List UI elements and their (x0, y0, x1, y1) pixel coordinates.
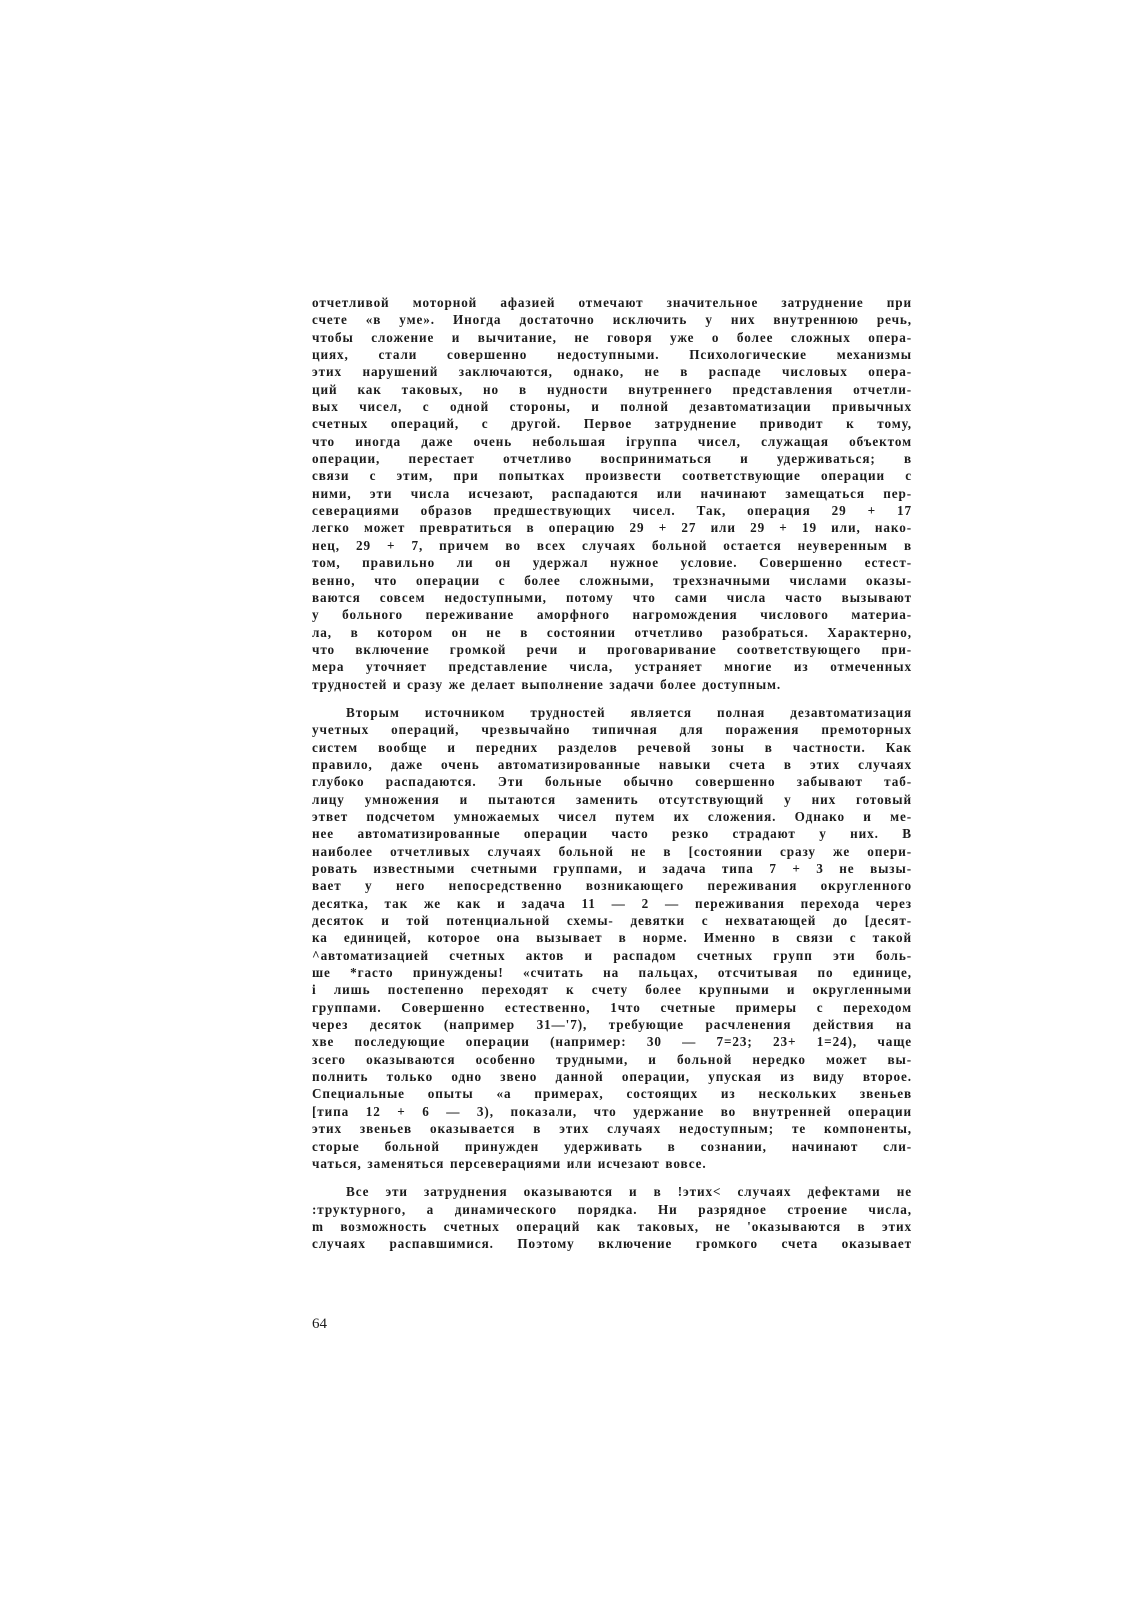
text-line: вых чисел, с одной стороны, и полной дезавтоматизации привычных (312, 399, 912, 415)
text-line: этих звеньев оказывается в этих случаях недоступным; те компоненты, (312, 1121, 912, 1137)
text-line: учетных операций, чрезвычайно типичная для поражения премоторных (312, 722, 912, 738)
text-line: :труктурного, а динамического порядка. Ни разрядное строение числа, (312, 1201, 912, 1217)
body-text (312, 294, 912, 1264)
text-line: ций как таковых, но в нудности внутреннего представления отчетли- (312, 381, 912, 397)
text-line: том, правильно ли он удержал нужное условие. Совершенно естест- (312, 555, 912, 571)
text-line: счетных операций, с другой. Первое затруднение приводит к тому, (312, 416, 912, 432)
text-line: этих нарушений заключаются, однако, не в распаде числовых опера- (312, 364, 912, 380)
text-line: лицу умножения и пытаются заменить отсутствующий у них готовый (312, 791, 912, 807)
text-line: связи с этим, при попытках произвести соответствующие операции с (312, 468, 912, 484)
paragraph (312, 294, 912, 693)
text-line: группами. Совершенно естественно, 1что счетные примеры с переходом (312, 999, 912, 1015)
text-line: что включение громкой речи и проговаривание соответствующего при- (312, 641, 912, 657)
text-line: ка единицей, которое она вызывает в норме. Именно в связи с такой (312, 930, 912, 946)
text-line: ^автоматизацией счетных актов и распадом счетных групп эти боль- (312, 947, 912, 963)
text-line: полнить только одно звено данной операции, упуская из виду второе. (312, 1069, 912, 1085)
text-line: вает у него непосредственно возникающего переживания округленного (312, 878, 912, 894)
text-line: десяток и той потенциальной схемы- девятки с нехватающей до [десят- (312, 913, 912, 929)
text-line: мера уточняет представление числа, устраняет многие из отмеченных (312, 659, 912, 675)
page-number: 64 (312, 1316, 327, 1332)
text-line: ваются совсем недоступными, потому что сами числа часто вызывают (312, 589, 912, 605)
text-line: хве последующие операции (например: 30 — 7=23; 23+ 1=24), чаще (312, 1034, 912, 1050)
text-line: ровать известными счетными группами, и задача типа 7 + 3 не вызы- (312, 861, 912, 876)
paragraph (312, 704, 912, 1172)
text-line: легко может превратиться в операцию 29 + 27 или 29 + 19 или, нако- (312, 520, 912, 536)
text-line: нее автоматизированные операции часто резко страдают у них. В (312, 826, 912, 842)
text-line: десятка, так же как и задача 11 — 2 — переживания перехода через (312, 895, 912, 911)
text-line: Все эти затруднения оказываются и в !этих< случаях дефектами не (346, 1184, 912, 1200)
text-line: ла, в котором он не в состоянии отчетливо разобраться. Характерно, (312, 624, 912, 640)
text-line: наиболее отчетливых случаях больной не в [состоянии сразу же опери- (312, 843, 912, 859)
text-line: нец, 29 + 7, причем во всех случаях больной остается неуверенным в (312, 537, 912, 553)
text-line: Специальные опыты «а примерах, состоящих из нескольких звеньев (312, 1086, 912, 1102)
text-line: i лишь постепенно переходят к счету более крупными и округленными (312, 982, 912, 998)
text-line: ше *гасто принуждены! «считать на пальцах, отсчитывая по единице, (312, 965, 912, 981)
text-line: чтобы сложение и вычитание, не говоря уже о более сложных опера- (312, 329, 912, 345)
text-line: трудностей и сразу же делает выполнение задачи более доступным. (312, 676, 782, 692)
text-line: Вторым источником трудностей является полная дезавтоматизация (346, 704, 912, 720)
text-line: ними, эти числа исчезают, распадаются или начинают замещаться пер- (312, 485, 912, 501)
text-line: счете «в уме». Иногда достаточно исключить у них внутреннюю речь, (312, 312, 912, 328)
text-line: глубоко распадаются. Эти больные обычно совершенно забывают таб- (312, 774, 912, 790)
text-line: циях, стали совершенно недоступными. Психологические механизмы (312, 347, 912, 363)
text-line: [типа 12 + 6 — 3), показали, что удержание во внутренней операции (312, 1103, 912, 1119)
text-line: этвет подсчетом умножаемых чисел путем их сложения. Однако и ме- (312, 808, 912, 824)
text-line: зсего оказываются особенно трудными, и больной нередко может вы- (312, 1051, 912, 1067)
text-line: m возможность счетных операций как таковых, не 'оказываются в этих (312, 1218, 912, 1234)
text-line: что иногда даже очень небольшая iгруппа чисел, служащая объектом (312, 433, 912, 449)
text-line: северациями образов предшествующих чисел. Так, операция 29 + 17 (312, 503, 912, 519)
text-line: операции, перестает отчетливо восприниматься и удерживаться; в (312, 451, 912, 467)
text-line: систем вообще и передних разделов речевой зоны в частности. Как (312, 739, 912, 755)
text-line: отчетливой моторной афазией отмечают значительное затруднение при (312, 295, 912, 310)
text-line: правило, даже очень автоматизированные навыки счета в этих случаях (312, 756, 912, 772)
text-line: венно, что операции с более сложными, трехзначными числами оказы- (312, 572, 912, 588)
text-line: сторые больной принужден удерживать в сознании, начинают сли- (312, 1138, 912, 1154)
text-line: чаться, заменяться персеверациями или исчезают вовсе. (312, 1155, 707, 1171)
text-line: случаях распавшимися. Поэтому включение громкого счета оказывает (312, 1236, 912, 1252)
text-line: у больного переживание аморфного нагромождения числового материа- (312, 607, 912, 623)
paragraph (312, 1183, 912, 1252)
text-line: через десяток (например 31—'7), требующие расчленения действия на (312, 1017, 912, 1033)
